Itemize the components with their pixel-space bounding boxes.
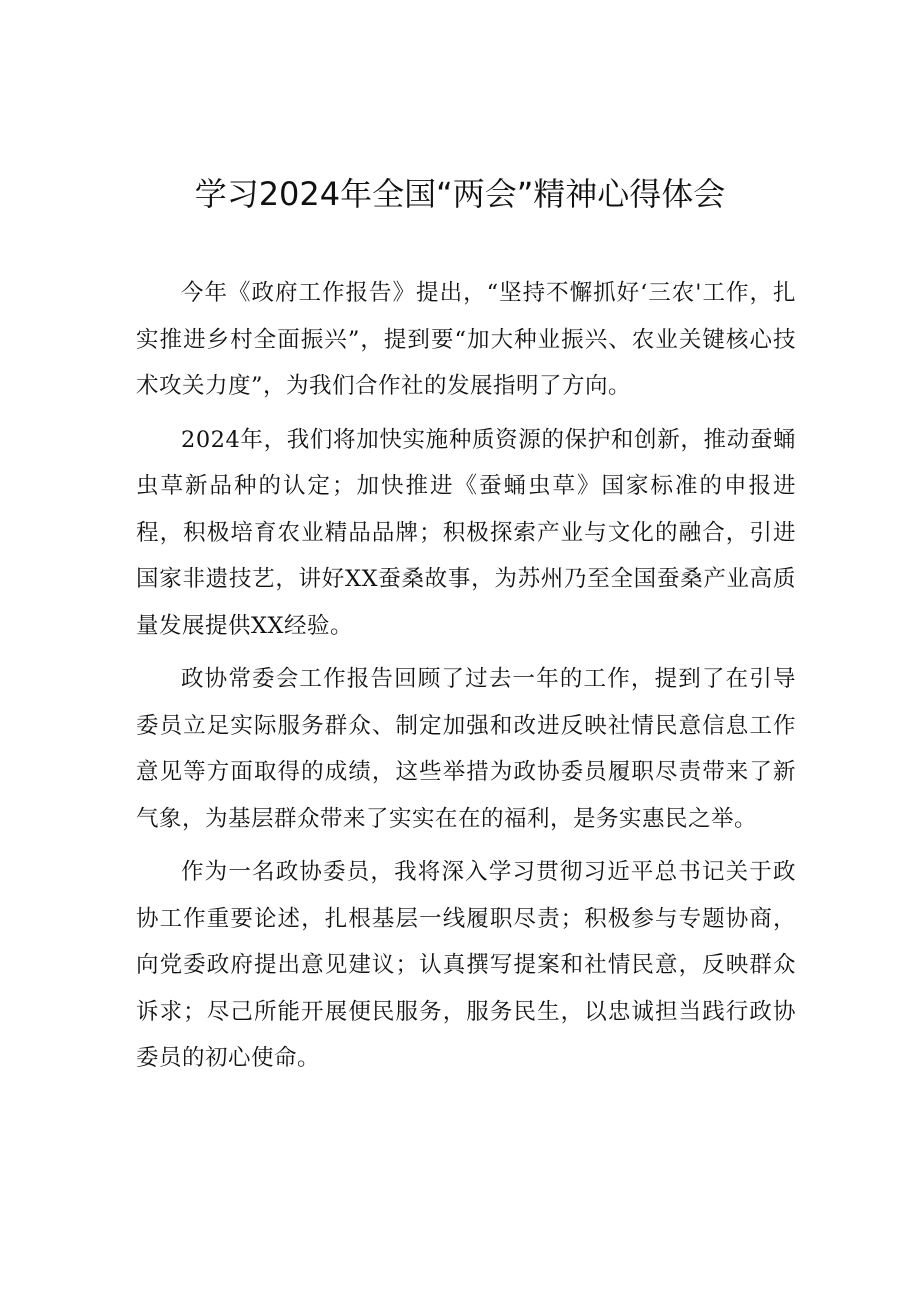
paragraph-2: 2024年，我们将加快实施种质资源的保护和创新，推动蚕蛹虫草新品种的认定；加快推进《蚕蛹虫草》国家标准的申报进程，积极培育农业精品品牌；积极探索产业与文化的融合，引进国家非遗技艺，讲好XX蚕桑故事，为苏州乃至全国蚕桑产业高质量发展提供XX经验。 — [136, 426, 796, 639]
paragraph-1: 今年《政府工作报告》提出，“坚持不懈抓好‘三农'工作，扎实推进乡村全面振兴”，提到要“加大种业振兴、农业关键核心技术攻关力度”，为我们合作社的发展指明了方向。 — [136, 280, 796, 399]
paragraph-3: 政协常委会工作报告回顾了过去一年的工作，提到了在引导委员立足实际服务群众、制定加强和改进反映社情民意信息工作意见等方面取得的成绩，这些举措为政协委员履职尽责带来了新气象，为基层群众带来了实实在在的福利，是务实惠民之举。 — [136, 666, 796, 832]
paragraph-4: 作为一名政协委员，我将深入学习贯彻习近平总书记关于政协工作重要论述，扎根基层一线履职尽责；积极参与专题协商，向党委政府提出意见建议；认真撰写提案和社情民意，反映群众诉求；尽己所能开展便民服务，服务民生，以忠诚担当践行政协委员的初心使命。 — [136, 859, 796, 1071]
document-title: 学习2024年全国“两会”精神心得体会 — [194, 175, 726, 213]
document-body — [136, 270, 796, 1089]
